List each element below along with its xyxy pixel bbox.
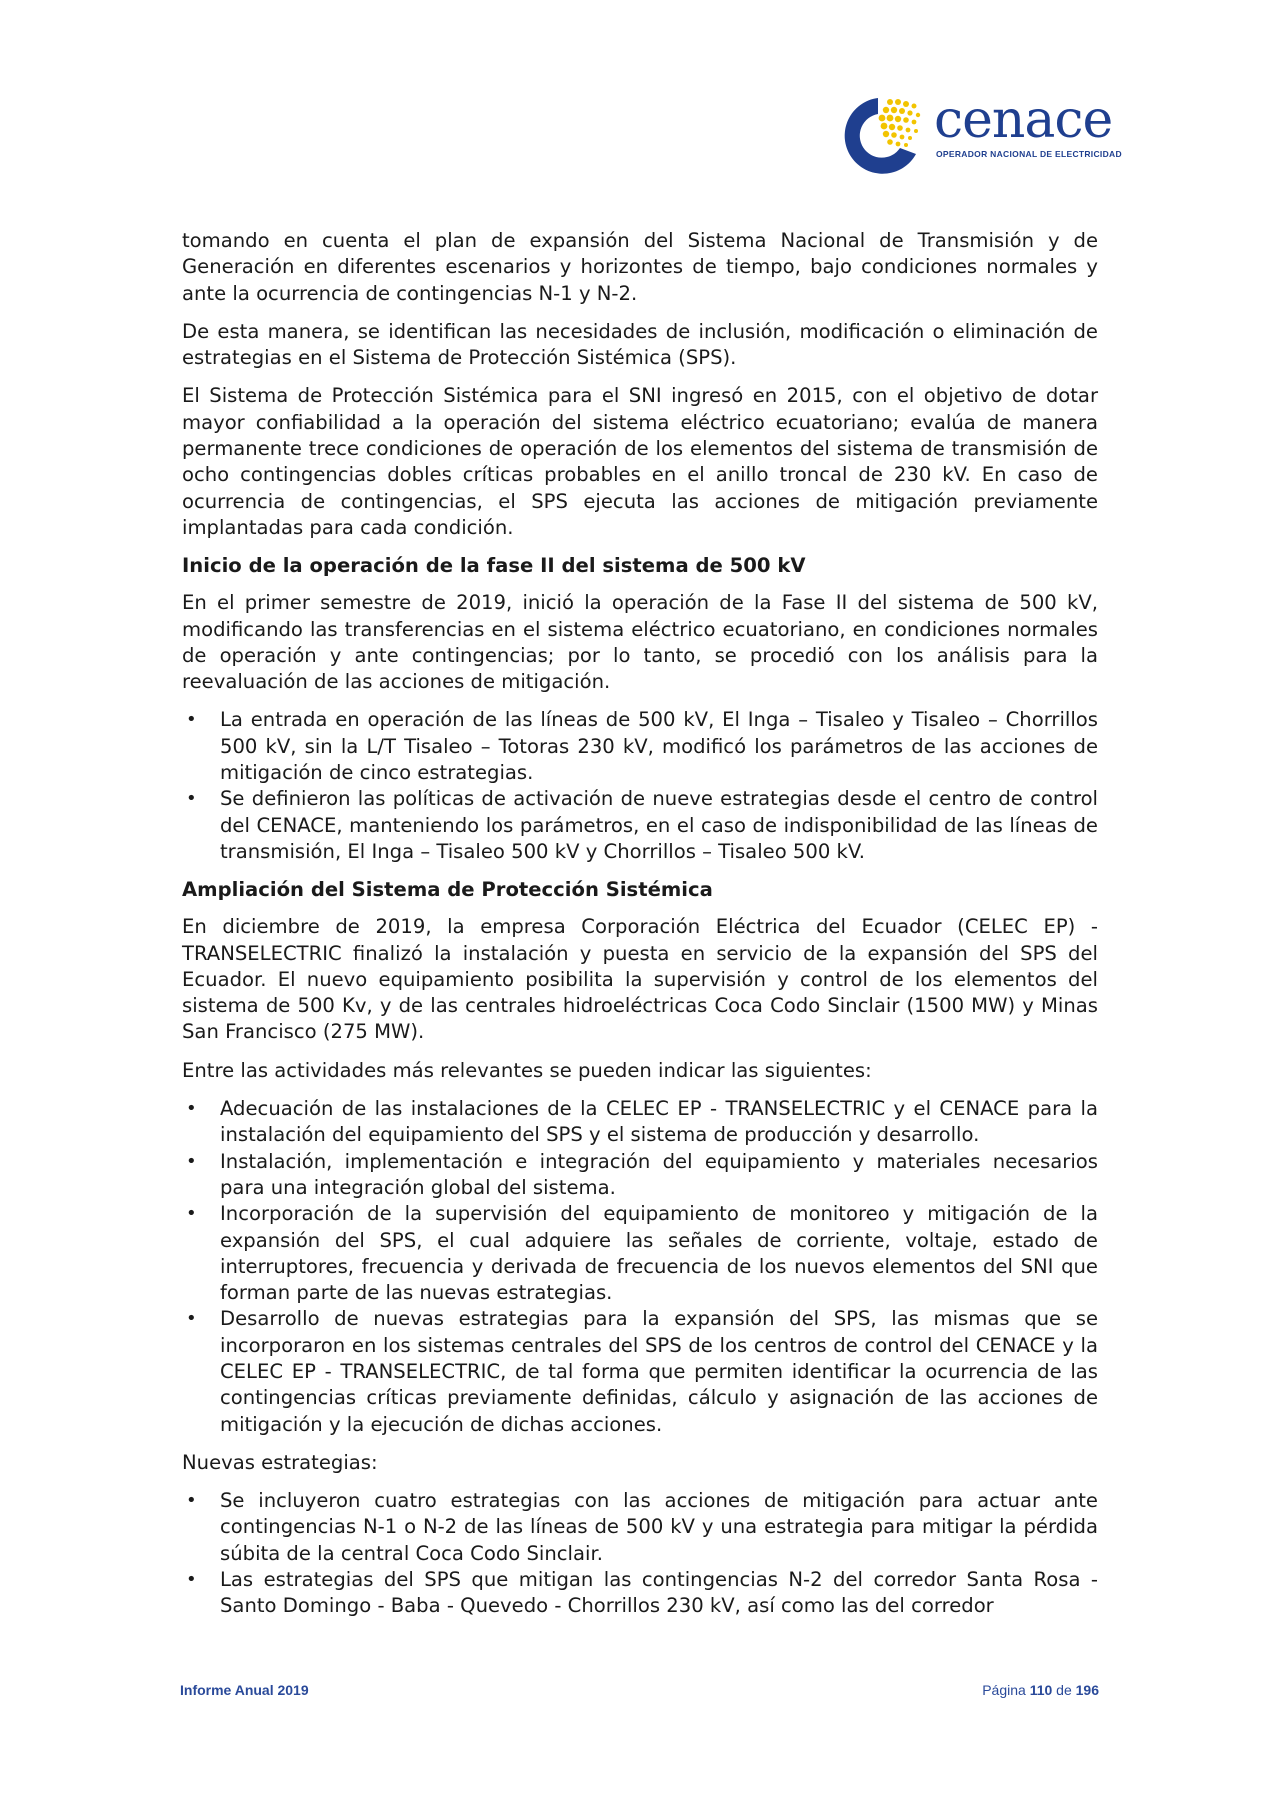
bullet-list — [182, 707, 1098, 865]
list-item: • Desarrollo de nuevas estrategias para la expansión del SPS, las mismas que se incorporaron en los sistemas centrales del SPS de los centros de control del CENACE y la CELEC EP - TRANSELECTRIC, de tal forma que permiten identificar la ocurrencia de las contingencias críticas previamente definidas, cálculo y asignación de las acciones de mitigación y la ejecución de dichas acciones. — [182, 1306, 1098, 1437]
section-heading: Ampliación del Sistema de Protección Sistémica — [182, 878, 713, 902]
bullet-list — [182, 1096, 1098, 1438]
list-item: • Incorporación de la supervisión del equipamiento de monitoreo y mitigación de la expansión del SPS, el cual adquiere las señales de corriente, voltaje, estado de interruptores, frecuencia y derivada de frecuencia de los nuevos elementos del SNI que forman parte de las nuevas estrategias. — [182, 1201, 1098, 1306]
list-item: • La entrada en operación de las líneas de 500 kV, El Inga – Tisaleo y Tisaleo – Chorrillos 500 kV, sin la L/T Tisaleo – Totoras 230 kV, modificó los parámetros de las acciones de mitigación de cinco estrategias. — [182, 707, 1098, 786]
paragraph: En el primer semestre de 2019, inició la operación de la Fase II del sistema de 500 kV, modificando las transferencias en el sistema eléctrico ecuatoriano, en condiciones normales de operación y ante contingencias; por lo tanto, se procedió con los análisis para la reevaluación de las acciones de mitigación. — [182, 591, 1098, 694]
footer-page-number — [982, 1682, 1099, 1698]
paragraph: De esta manera, se identifican las necesidades de inclusión, modificación o eliminación de estrategias en el Sistema de Protección Sistémica (SPS). — [182, 319, 1098, 370]
bullet-list — [182, 1488, 1098, 1619]
list-item: • Se incluyeron cuatro estrategias con las acciones de mitigación para actuar ante contingencias N-1 o N-2 de las líneas de 500 kV y una estrategia para mitigar la pérdida súbita de la central Coca Codo Sinclair. — [182, 1488, 1098, 1567]
logo-subtitle: OPERADOR NACIONAL DE ELECTRICIDAD — [936, 149, 1122, 159]
page-of: de — [1056, 1682, 1072, 1698]
cenace-logo — [838, 90, 1122, 178]
section-heading: Inicio de la operación de la fase II del sistema de 500 kV — [182, 554, 806, 578]
paragraph: En diciembre de 2019, la empresa Corporación Eléctrica del Ecuador (CELEC EP) - TRANSELECTRIC finalizó la instalación y puesta en servicio de la expansión del SPS del Ecuador. El nuevo equipamiento posibilita la supervisión y control de los elementos del sistema de 500 Kv, y de las centrales hidroeléctricas Coca Codo Sinclair (1500 MW) y Minas San Francisco (275 MW). — [182, 915, 1098, 1044]
logo-wordmark: cenace — [934, 90, 1113, 150]
footer-report-title: Informe Anual 2019 — [180, 1682, 309, 1698]
document-body — [182, 228, 1098, 1632]
paragraph: Entre las actividades más relevantes se pueden indicar las siguientes: — [182, 1058, 872, 1082]
page-total: 196 — [1075, 1682, 1099, 1698]
list-item: • Se definieron las políticas de activación de nueve estrategias desde el centro de control del CENACE, manteniendo los parámetros, en el caso de indisponibilidad de las líneas de transmisión, El Inga – Tisaleo 500 kV y Chorrillos – Tisaleo 500 kV. — [182, 786, 1098, 865]
paragraph: tomando en cuenta el plan de expansión del Sistema Nacional de Transmisión y de Generación en diferentes escenarios y horizontes de tiempo, bajo condiciones normales y ante la ocurrencia de contingencias N-1 y N-2. — [182, 229, 1098, 305]
page-current: 110 — [1029, 1682, 1053, 1698]
page-label: Página — [982, 1682, 1026, 1698]
list-item: • Instalación, implementación e integración del equipamiento y materiales necesarios para una integración global del sistema. — [182, 1149, 1098, 1202]
paragraph: Nuevas estrategias: — [182, 1450, 378, 1474]
paragraph: El Sistema de Protección Sistémica para el SNI ingresó en 2015, con el objetivo de dotar mayor confiabilidad a la operación del sistema eléctrico ecuatoriano; evalúa de manera permanente trece condiciones de operación de los elementos del sistema de transmisión de ocho contingencias dobles críticas probables en el anillo troncal de 230 kV. En caso de ocurrencia de contingencias, el SPS ejecuta las acciones de mitigación previamente implantadas para cada condición. — [182, 384, 1098, 539]
cenace-logo-mark-icon — [838, 92, 934, 178]
list-item: • Las estrategias del SPS que mitigan las contingencias N-2 del corredor Santa Rosa - Santo Domingo - Baba - Quevedo - Chorrillos 230 kV, así como las del corredor — [182, 1567, 1098, 1620]
list-item: • Adecuación de las instalaciones de la CELEC EP - TRANSELECTRIC y el CENACE para la instalación del equipamiento del SPS y el sistema de producción y desarrollo. — [182, 1096, 1098, 1149]
